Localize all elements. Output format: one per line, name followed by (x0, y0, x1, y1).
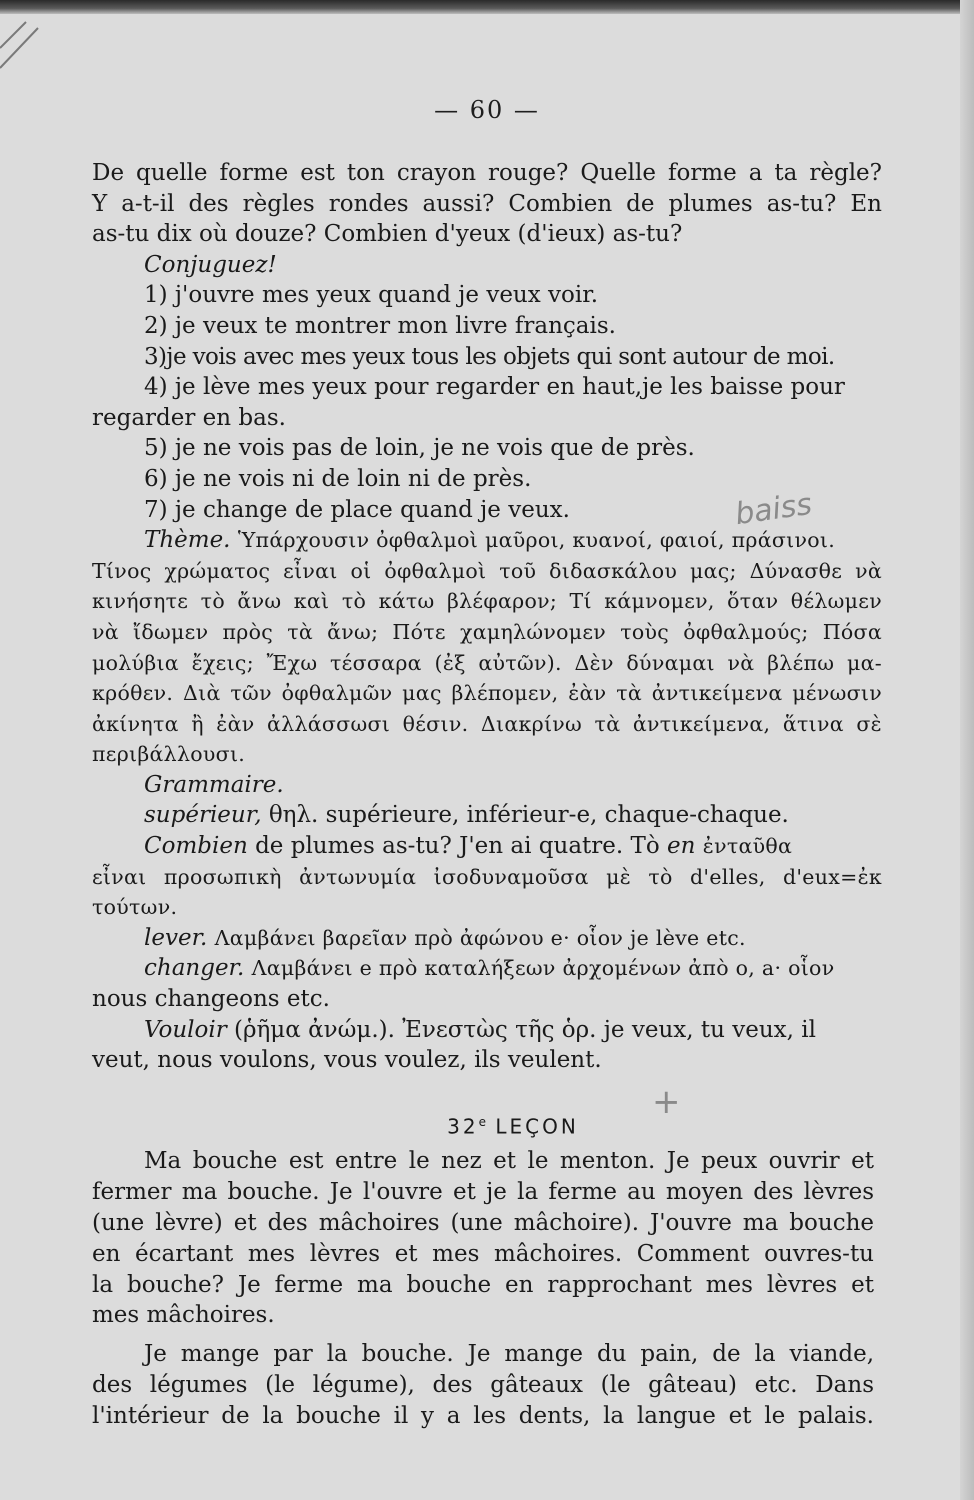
grammar-line (92, 923, 882, 954)
lesson-line: des légumes (le légume), des gâteaux (le gâteau) etc. Dans (92, 1372, 874, 1399)
grammar-term: en (667, 833, 696, 860)
conjugation-item: 4) je lève mes yeux pour regarder en haut,je les baisse pour (144, 374, 845, 401)
page-top-border (0, 0, 974, 14)
grammar-line (92, 953, 882, 984)
conjugation-item: 2) je veux te montrer mon livre français. (144, 312, 616, 339)
lesson-line: Je mange par la bouche. Je mange du pain, de la viande, (144, 1341, 874, 1368)
grammar-text: ἐνταῦθα (702, 834, 793, 859)
conjugation-item: 3)je vois avec mes yeux tous les objets qui sont autour de moi. (144, 343, 835, 370)
conjuguez-heading: Conjuguez! (144, 251, 277, 278)
text-line: Y a-t-il des règles rondes aussi? Combien de plumes as-tu? En (92, 190, 882, 217)
lesson-section (92, 1105, 874, 1432)
grammar-text: θηλ. supérieure, inférieur-e, chaque-chaque. (268, 802, 789, 829)
grammaire-heading: Grammaire. (144, 771, 284, 798)
grammar-line: τούτων. (92, 895, 178, 920)
grammar-term: lever. (144, 924, 208, 951)
conjugation-item: 1) j'ouvre mes yeux quand je veux voir. (144, 282, 599, 309)
greek-line: περιβάλλουσι. (92, 742, 246, 767)
greek-line: νὰ ἴδωμεν πρὸς τὰ ἄνω; Πότε χαμηλώνομεν τοὺς ὀφθαλμούς; Πόσα (92, 619, 882, 644)
lesson-line: l'intérieur de la bouche il y a les dents, la langue et le palais. (92, 1402, 874, 1429)
lesson-line: Ma bouche est entre le nez et le menton. Je peux ouvrir et (144, 1148, 874, 1175)
pencil-annotation: baiss (732, 486, 815, 533)
theme-line (92, 525, 882, 556)
theme-first-sentence: Ὑπάρχουσιν ὀφθαλμοὶ μαῦροι, κυανοί, φαιοί, πράσινοι. (237, 528, 836, 553)
grammar-text: Λαμβάνει βαρεῖαν πρὸ ἀφώνου e· οἷον je lève etc. (214, 925, 746, 950)
grammar-term: Combien (144, 833, 248, 860)
conjugation-item: 6) je ne vois ni de loin ni de près. (144, 465, 532, 492)
grammar-line (92, 831, 882, 862)
lesson-line: la bouche? Je ferme ma bouche en rapprochant mes lèvres et (92, 1271, 874, 1298)
corner-fold-mark (0, 8, 60, 78)
grammar-term: supérieur, (144, 802, 262, 829)
lesson-label: LEÇON (495, 1114, 579, 1139)
pencil-cross: + (652, 1082, 681, 1122)
lesson-number: 32 (447, 1114, 479, 1139)
lesson-line: mes mâchoires. (92, 1302, 275, 1329)
conjugation-item: regarder en bas. (92, 404, 286, 431)
lesson-line: (une lèvre) et des mâchoires (une mâchoire). J'ouvre ma bouche (92, 1210, 874, 1237)
conjugation-item: 5) je ne vois pas de loin, je ne vois que de près. (144, 435, 695, 462)
grammar-text: de plumes as-tu? J'en ai quatre. Τὸ (255, 833, 660, 860)
grammar-line: veut, nous voulons, vous voulez, ils veulent. (92, 1047, 602, 1074)
lesson-heading (92, 1107, 874, 1142)
greek-line: ἀκίνητα ἢ ἐὰν ἀλλάσσωσι θέσιν. Διακρίνω τὰ ἀντικείμενα, ἅτινα σὲ (92, 711, 882, 736)
main-text (92, 158, 882, 1076)
grammar-term: Vouloir (144, 1016, 227, 1043)
greek-line: κινήσητε τὸ ἄνω καὶ τὸ κάτω βλέφαρον; Τί κάμνομεν, ὅταν θέλωμεν (92, 589, 882, 614)
grammar-term: changer. (144, 955, 245, 982)
grammar-line (92, 1015, 882, 1046)
grammar-text: Λαμβάνει e πρὸ καταλήξεων ἀρχομένων ἀπὸ o, a· οἷον (251, 956, 835, 981)
lesson-line: en écartant mes lèvres et mes mâchoires. Comment ouvres-tu (92, 1240, 874, 1267)
grammar-text: (ῥῆμα ἀνώμ.). Ἐνεστὼς τῆς ὁρ. je veux, tu veux, il (234, 1016, 816, 1043)
page-number: — 60 — (434, 96, 540, 124)
theme-label: Thème. (144, 527, 231, 554)
lesson-line: fermer ma bouche. Je l'ouvre et je la ferme au moyen des lèvres (92, 1179, 874, 1206)
grammar-line: εἶναι προσωπικὴ ἀντωνυμία ἰσοδυναμοῦσα μὲ τὸ d'elles, d'eux=ἐκ (92, 864, 882, 889)
lesson-number-suffix: e (478, 1115, 487, 1129)
greek-line: Τίνος χρώματος εἶναι οἱ ὀφθαλμοὶ τοῦ διδασκάλου μας; Δύνασθε νὰ (92, 558, 882, 583)
greek-line: κρόθεν. Διὰ τῶν ὀφθαλμῶν μας βλέπομεν, ἐὰν τὰ ἀντικείμενα μένωσιν (92, 681, 882, 706)
page-right-edge (960, 0, 974, 1500)
text-line: De quelle forme est ton crayon rouge? Quelle forme a ta règle? (92, 160, 882, 186)
greek-line: μολύβια ἔχεις; Ἔχω τέσσαρα (ἐξ αὐτῶν). Δὲν δύναμαι νὰ βλέπω μα- (92, 650, 882, 675)
conjugation-item: 7) je change de place quand je veux. (144, 496, 570, 523)
grammar-line: nous changeons etc. (92, 986, 330, 1013)
text-line: as-tu dix où douze? Combien d'yeux (d'ieux) as-tu? (92, 221, 683, 248)
grammar-line (92, 800, 882, 831)
